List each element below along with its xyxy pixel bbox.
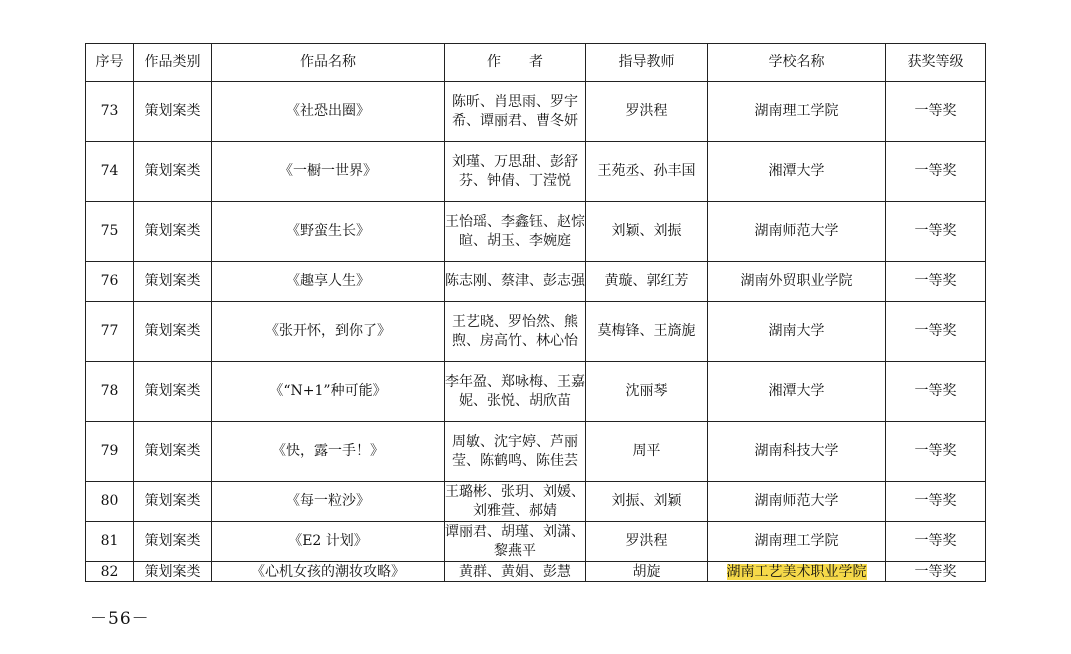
table-row: [86, 302, 986, 362]
row-award: 一等奖: [886, 422, 986, 482]
table-row: [86, 142, 986, 202]
row-school: 湖南师范大学: [708, 202, 886, 262]
row-school: 湖南外贸职业学院: [708, 262, 886, 302]
row-title: 《一橱一世界》: [212, 142, 445, 202]
row-category: 策划案类: [134, 142, 212, 202]
table-row: [86, 422, 986, 482]
row-school: 湖南师范大学: [708, 482, 886, 522]
row-school: 湘潭大学: [708, 142, 886, 202]
row-authors: 陈昕、肖思雨、罗宇希、谭丽君、曹冬妍: [445, 82, 586, 142]
row-award: 一等奖: [886, 262, 986, 302]
row-advisor: 黄璇、郭红芳: [586, 262, 708, 302]
table-row: [86, 562, 986, 582]
row-category: 策划案类: [134, 302, 212, 362]
header-authors: 作 者: [445, 44, 586, 82]
row-number: 77: [86, 302, 134, 362]
table-row: [86, 202, 986, 262]
row-school: 湖南大学: [708, 302, 886, 362]
row-authors: 李年盈、郑咏梅、王嘉妮、张悦、胡欣苗: [445, 362, 586, 422]
row-category: 策划案类: [134, 262, 212, 302]
row-award: 一等奖: [886, 82, 986, 142]
row-authors: 黄群、黄娟、彭慧: [445, 562, 586, 582]
row-award: 一等奖: [886, 142, 986, 202]
row-advisor: 刘颖、刘振: [586, 202, 708, 262]
row-authors: 周敏、沈宇婷、芦丽莹、陈鹤鸣、陈佳芸: [445, 422, 586, 482]
header-school: 学校名称: [708, 44, 886, 82]
row-school: 湖南理工学院: [708, 82, 886, 142]
row-number: 75: [86, 202, 134, 262]
highlighted-school-name: 湖南工艺美术职业学院: [726, 563, 867, 580]
row-category: 策划案类: [134, 422, 212, 482]
row-number: 81: [86, 522, 134, 562]
row-category: 策划案类: [134, 482, 212, 522]
row-number: 76: [86, 262, 134, 302]
header-number: 序号: [86, 44, 134, 82]
table-row: [86, 522, 986, 562]
row-category: 策划案类: [134, 82, 212, 142]
row-number: 80: [86, 482, 134, 522]
row-title: 《快，露一手！》: [212, 422, 445, 482]
row-award: 一等奖: [886, 302, 986, 362]
table-row: [86, 82, 986, 142]
row-advisor: 罗洪程: [586, 82, 708, 142]
row-school: 湖南理工学院: [708, 522, 886, 562]
row-category: 策划案类: [134, 362, 212, 422]
table-header-row: [86, 44, 986, 82]
row-advisor: 刘振、刘颖: [586, 482, 708, 522]
header-award: 获奖等级: [886, 44, 986, 82]
awards-table: [85, 43, 986, 582]
row-award: 一等奖: [886, 522, 986, 562]
row-authors: 王怡瑶、李鑫钰、赵悰暄、胡玉、李婉庭: [445, 202, 586, 262]
row-advisor: 罗洪程: [586, 522, 708, 562]
row-title: 《每一粒沙》: [212, 482, 445, 522]
row-title: 《社恐出圈》: [212, 82, 445, 142]
row-authors: 王璐彬、张玥、刘媛、刘雅萱、郝婧: [445, 482, 586, 522]
row-school: 湖南科技大学: [708, 422, 886, 482]
header-category: 作品类别: [134, 44, 212, 82]
row-category: 策划案类: [134, 562, 212, 582]
row-number: 78: [86, 362, 134, 422]
row-award: 一等奖: [886, 562, 986, 582]
row-advisor: 王苑丞、孙丰国: [586, 142, 708, 202]
row-title: 《趣享人生》: [212, 262, 445, 302]
row-number: 82: [86, 562, 134, 582]
row-school: [708, 562, 886, 582]
row-authors: 王艺晓、罗怡然、熊煦、房高竹、林心怡: [445, 302, 586, 362]
row-advisor: 沈丽琴: [586, 362, 708, 422]
row-title: 《心机女孩的潮妆攻略》: [212, 562, 445, 582]
row-title: 《野蛮生长》: [212, 202, 445, 262]
row-advisor: 周平: [586, 422, 708, 482]
row-title: 《张开怀，到你了》: [212, 302, 445, 362]
row-number: 74: [86, 142, 134, 202]
row-title: 《“N+1”种可能》: [212, 362, 445, 422]
row-authors: 刘瑾、万思甜、彭舒芬、钟倩、丁滢悦: [445, 142, 586, 202]
row-authors: 陈志刚、蔡津、彭志强: [445, 262, 586, 302]
row-number: 73: [86, 82, 134, 142]
row-category: 策划案类: [134, 202, 212, 262]
header-title: 作品名称: [212, 44, 445, 82]
row-title: 《E2 计划》: [212, 522, 445, 562]
table-row: [86, 482, 986, 522]
table-row: [86, 362, 986, 422]
row-advisor: 胡旋: [586, 562, 708, 582]
header-advisor: 指导教师: [586, 44, 708, 82]
row-number: 79: [86, 422, 134, 482]
row-award: 一等奖: [886, 362, 986, 422]
row-category: 策划案类: [134, 522, 212, 562]
row-advisor: 莫梅锋、王旖旎: [586, 302, 708, 362]
row-authors: 谭丽君、胡瑾、刘潇、黎燕平: [445, 522, 586, 562]
page-number: －56－: [90, 609, 150, 629]
row-award: 一等奖: [886, 202, 986, 262]
row-award: 一等奖: [886, 482, 986, 522]
table-row: [86, 262, 986, 302]
row-school: 湘潭大学: [708, 362, 886, 422]
